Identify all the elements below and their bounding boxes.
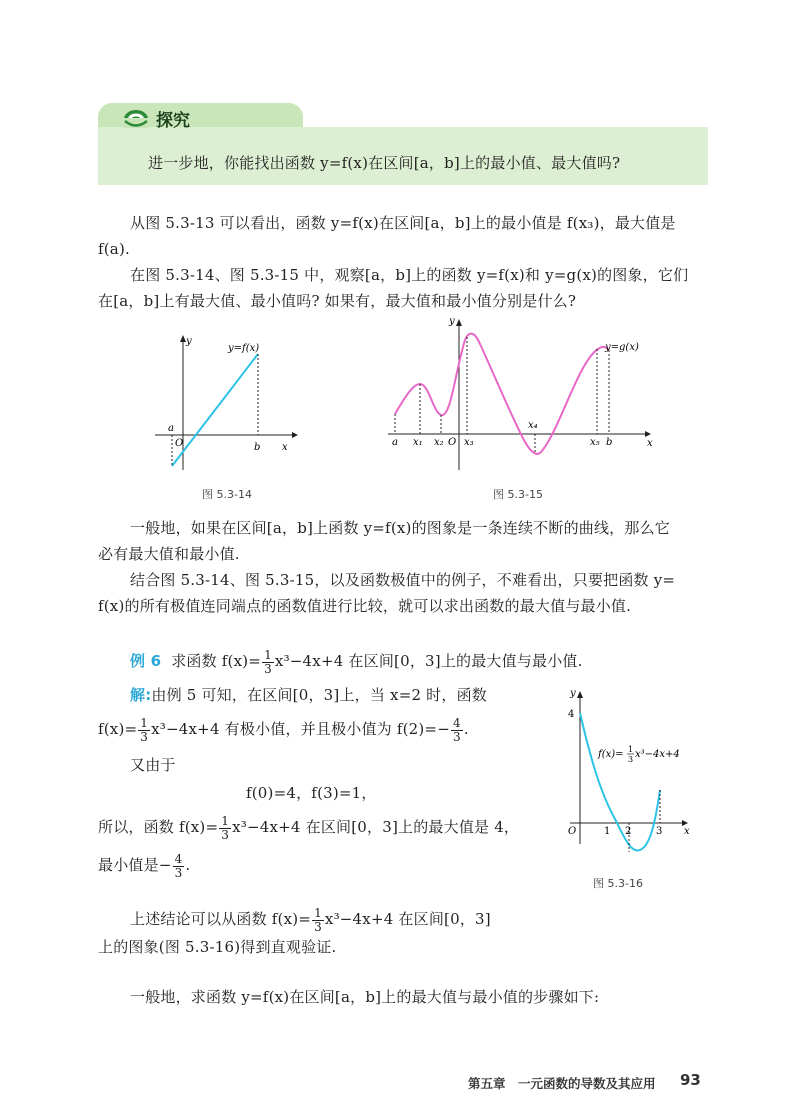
- fig15-x-label: x: [647, 438, 653, 449]
- solution-line5: 所以，函数 f(x)= $\frac{1}{3}$ x³−4x+4 在区间[0，3]上的最大值是 4，: [98, 813, 520, 842]
- fig15-tick-a: a: [392, 437, 398, 448]
- figure-5-3-16: [560, 684, 700, 864]
- fig16-y-label: y: [570, 688, 576, 699]
- fig16-tick-x1: 1: [604, 826, 611, 837]
- footer-chapter: 第五章 一元函数的导数及其应用: [468, 1076, 656, 1091]
- fig14-x-label: x: [282, 442, 288, 453]
- verify-line1: 上述结论可以从函数 f(x)= $\frac{1}{3}$ x³−4x+4 在区间[0，3]: [130, 905, 491, 934]
- fig14-caption: 图 5.3-14: [202, 488, 252, 501]
- closing-line: 一般地，求函数 y=f(x)在区间[a，b]上的最大值与最小值的步骤如下:: [130, 988, 600, 1006]
- example-label: 例 6: [130, 652, 162, 670]
- para4-line2: f(x)的所有极值连同端点的函数值进行比较，就可以求出函数的最大值与最小值.: [98, 597, 632, 615]
- explore-icon: [122, 106, 150, 130]
- fig14-func-label: y=f(x): [228, 343, 260, 354]
- example-question: [130, 648, 583, 676]
- figure-5-3-14: [150, 320, 310, 480]
- fig15-origin: O: [448, 437, 457, 448]
- solution-line2: f(x)= $\frac{1}{3}$ x³−4x+4 有极小值，并且极小值为 f(2)=− $\frac{4}{3}$ .: [98, 715, 469, 744]
- fig15-tick-x3: x₃: [464, 437, 474, 448]
- page-number: 93: [680, 1071, 701, 1089]
- solution-label: 解:: [130, 686, 152, 704]
- fig15-tick-x5: x₅: [590, 437, 600, 448]
- fig16-tick-x3: 3: [656, 826, 663, 837]
- fig14-line: [172, 354, 261, 466]
- fig16-y-arrow: [577, 691, 583, 698]
- fig14-origin: O: [175, 438, 184, 449]
- para3-line1: 一般地，如果在区间[a，b]上函数 y=f(x)的图象是一条连续不断的曲线，那么它: [130, 519, 670, 537]
- fig15-y-arrow: [456, 319, 462, 326]
- solution-line1: 解:由例 5 可知，在区间[0，3]上，当 x=2 时，函数: [130, 686, 487, 704]
- fig15-x-arrow: [645, 431, 651, 437]
- fig15-tick-x4: x₄: [528, 420, 538, 431]
- fig15-caption: 图 5.3-15: [493, 488, 543, 501]
- para4-line1: 结合图 5.3-14、图 5.3-15，以及函数极值中的例子，不难看出，只要把函数 y=: [130, 571, 676, 589]
- fig15-tick-x2: x₂: [434, 437, 444, 448]
- solution-line4: f(0)=4，f(3)=1，: [246, 784, 377, 802]
- solution-line6: 最小值是− $\frac{4}{3}$ .: [98, 851, 191, 880]
- fig15-func-label: y=g(x): [605, 342, 639, 353]
- para3-line2: 必有最大值和最小值.: [98, 545, 240, 563]
- verify-line2: 上的图象(图 5.3-16)得到直观验证.: [98, 938, 337, 956]
- example-q-post: x³−4x+4 在区间[0，3]上的最大值与最小值.: [274, 652, 583, 670]
- fig14-b-label: b: [254, 442, 261, 453]
- fig14-x-arrow: [292, 432, 298, 438]
- fig15-curve: [395, 334, 609, 454]
- fig15-tick-b: b: [606, 437, 613, 448]
- fig15-y-label: y: [449, 316, 455, 327]
- fig16-origin: O: [568, 826, 577, 837]
- fig16-curve: [580, 713, 663, 850]
- example-q-frac: $\frac{1}{3}$: [264, 647, 272, 676]
- fig16-func-num: 1: [628, 745, 634, 754]
- para1-line2: f(a).: [98, 240, 130, 258]
- fig16-func-post: x³−4x+4: [635, 749, 680, 760]
- fig16-x-label: x: [684, 826, 690, 837]
- fig16-func-pre: f(x)=: [598, 749, 624, 760]
- fig15-tick-x1: x₁: [413, 437, 423, 448]
- explore-title: 探究: [156, 111, 190, 131]
- fig16-func-den: 3: [628, 755, 634, 764]
- example-q-pre: 求函数 f(x)=: [171, 652, 262, 670]
- fig16-tick-y4: 4: [568, 709, 575, 720]
- figure-5-3-15: [383, 312, 663, 472]
- para2-line1: 在图 5.3-14、图 5.3-15 中，观察[a，b]上的函数 y=f(x)和 y=g(x)的图象，它们: [130, 266, 689, 284]
- fig14-a-label: a: [168, 423, 174, 434]
- solution-line3: 又由于: [130, 756, 176, 774]
- fig14-y-label: y: [186, 336, 192, 347]
- explore-question: 进一步地，你能找出函数 y=f(x)在区间[a，b]上的最小值、最大值吗?: [148, 154, 621, 172]
- fig16-caption: 图 5.3-16: [593, 877, 643, 890]
- para2-line2: 在[a，b]上有最大值、最小值吗? 如果有，最大值和最小值分别是什么?: [98, 292, 577, 310]
- para1-line1: 从图 5.3-13 可以看出，函数 y=f(x)在区间[a，b]上的最小值是 f(x₃)，最大值是: [130, 214, 676, 232]
- fig16-tick-x2: 2: [625, 826, 632, 837]
